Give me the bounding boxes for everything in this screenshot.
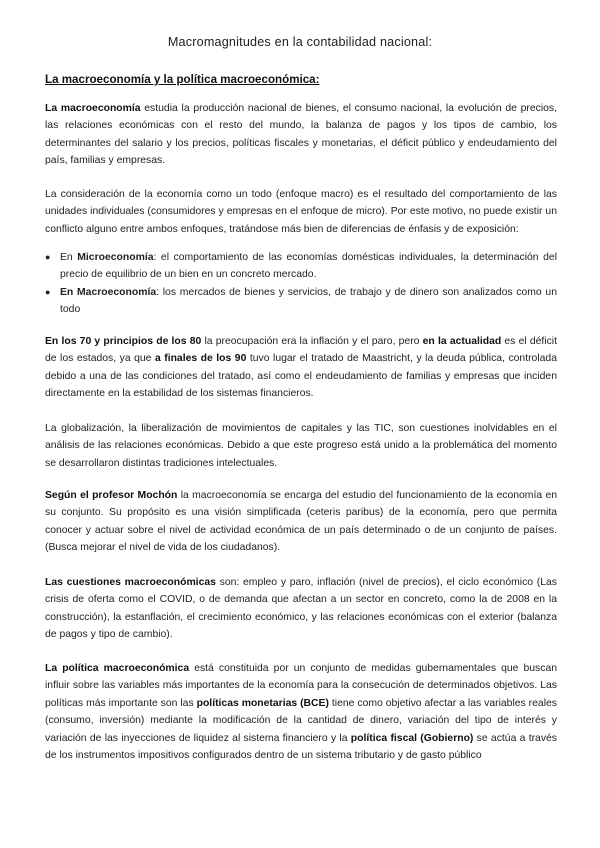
bold-term: La política macroeconómica [45, 663, 190, 674]
paragraph-text: son: empleo y paro, inflación (nivel de precios), el ciclo económico (Las crisis de oferta como el COVID, o de demanda que afectan a un sector en concreto, como la de 2008 en la construcción), la estanflación, el crecimiento económico, y las relaciones económicas con el exterior (balanza de pagos y tipo de cambio). [45, 577, 557, 641]
paragraph-text: La consideración de la economía como un todo (enfoque macro) es el resultado del comportamiento de las unidades individuales (consumidores y empresas en el enfoque de micro). Por este motivo, no puede existir un conflicto alguno entre ambos enfoques, tratándose más bien de diferencias de énfasis y de exposición: [45, 189, 557, 235]
bullet-icon: ● [45, 286, 51, 297]
bullet-icon: ● [45, 252, 51, 262]
paragraph-enfoques [45, 186, 557, 238]
page-title: Macromagnitudes en la contabilidad nacional: [167, 35, 433, 49]
paragraph-politica [45, 660, 557, 764]
bold-term: a finales de los 90 [154, 353, 247, 365]
paragraph-text: estudia la producción nacional de bienes, el consumo nacional, la evolución de precios, las relaciones económicas con el resto del mundo, la balanza de pagos y los tipos de cambio, los determinantes del salario y los precios, políticas fiscales y monetarias, el déficit público y endeudamiento del país, familias y empresas. [45, 103, 557, 167]
paragraph-text: está constituida por un conjunto de medidas gubernamentales que buscan influir sobre las variables más importantes de la economía para la consecución de determinados objetivos. Las políticas más importante son las [45, 663, 557, 709]
paragraph-macroeconomia [45, 100, 557, 170]
paragraph-cuestiones [45, 574, 557, 644]
bullet-prefix: En [60, 252, 78, 263]
bold-term: Microeconomía [77, 252, 154, 263]
bullet-list [45, 249, 557, 319]
bold-term: Según el profesor Mochón [45, 490, 178, 501]
paragraph-historia [45, 333, 557, 403]
paragraph-text: tiene como objetivo afectar a las variables reales (consumo, inversión) mediante la modificación de la cantidad de dinero, variación del tipo de interés y variación de las inyecciones de liquidez al sistema financiero y la [45, 697, 557, 744]
bullet-text: : el comportamiento de las economías domésticas individuales, la determinación del precio de equilibrio de un bien en un concreto mercado. [60, 252, 557, 281]
bullet-item-macroeconomia [45, 284, 557, 319]
bold-term: La macroeconomía [45, 103, 141, 114]
bold-term: política fiscal (Gobierno) [350, 732, 474, 744]
paragraph-globalizacion [45, 420, 557, 472]
bold-term: Las cuestiones macroeconómicas [45, 577, 216, 588]
paragraph-text: la preocupación era la inflación y el paro, pero [201, 336, 423, 347]
bold-term: En Macroeconomía [60, 286, 157, 298]
paragraph-text: la macroeconomía se encarga del estudio del funcionamiento de la economía en su conjunto. Su propósito es una visión simplificada (ceteris paribus) de la economía, pero que permita conocer y actuar sobre el nivel de actividad económica de un país determinado o de un conjunto de países. (Busca mejorar el nivel de vida de los ciudadanos). [45, 490, 558, 554]
paragraph-text: tuvo lugar el tratado de Maastricht, y la deuda pública, controlada debido a una de las condiciones del tratado, así como el endeudamiento de familias y empresas que inciden directamente en la estabilidad de los sistemas financieros. [45, 353, 557, 400]
bold-term: en la actualidad [422, 336, 502, 347]
bold-term: En los 70 y principios de los 80 [45, 336, 202, 347]
bold-term: políticas monetarias (BCE) [196, 697, 329, 709]
paragraph-text: se actúa a través de los instrumentos impositivos configurados dentro de un sistema tributario y de gasto público [45, 732, 557, 762]
bullet-item-microeconomia [45, 249, 557, 284]
paragraph-text: La globalización, la liberalización de movimientos de capitales y las TIC, son cuestiones inolvidables en el análisis de las relaciones económicas. Debido a que este progreso está unido a la problemática del momento se desarrollaron distintas tradiciones intelectuales. [45, 423, 557, 469]
bullet-text: : los mercados de bienes y servicios, de trabajo y de dinero son analizados como un todo [60, 286, 557, 316]
paragraph-mochon [45, 487, 557, 557]
paragraph-text: es el déficit de los estados, ya que [45, 336, 557, 365]
section-heading: La macroeconomía y la política macroeconómica: [45, 73, 320, 86]
